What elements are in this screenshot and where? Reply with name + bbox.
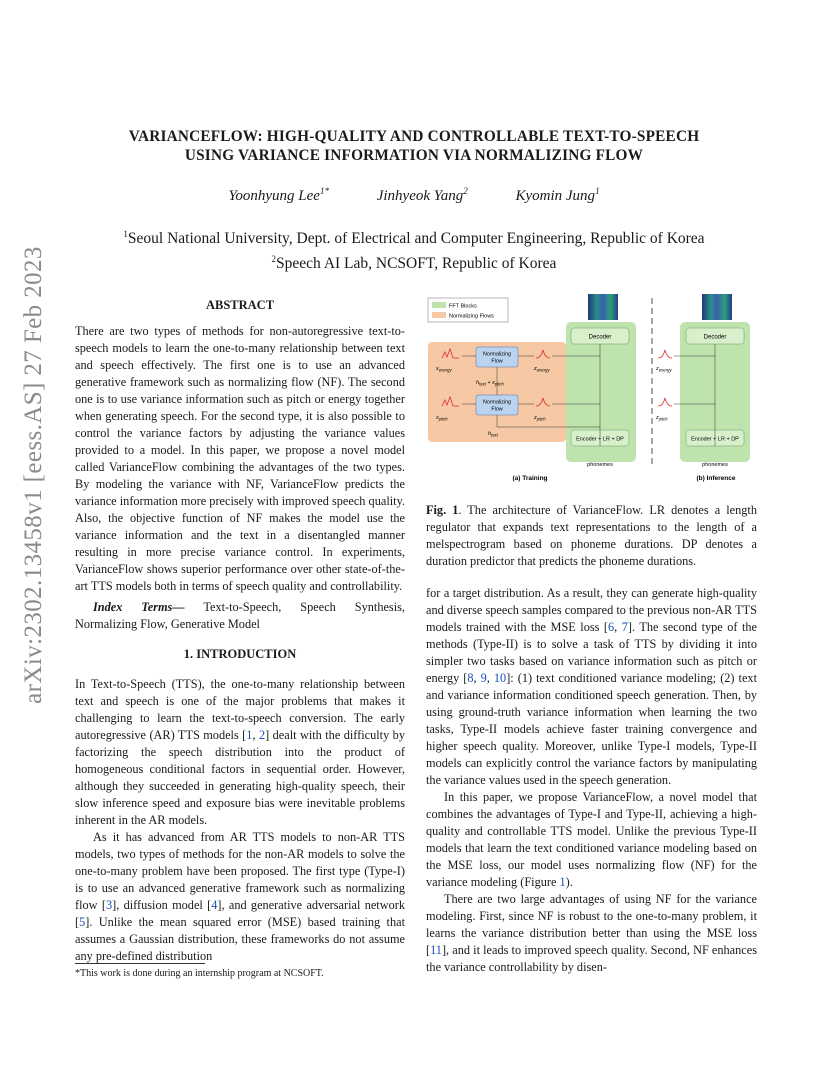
training-label: (a) Training — [512, 475, 548, 482]
decoder-label-inference: Decoder — [703, 334, 727, 341]
arxiv-id: arXiv:2302.13458v1 [eess.AS] 27 Feb 2023 — [20, 246, 47, 704]
svg-text:Normalizing: Normalizing — [483, 351, 511, 358]
author-1 — [228, 188, 329, 204]
affiliation-2-sup: 2 — [271, 254, 277, 265]
citation-link[interactable]: 8 — [467, 671, 474, 685]
affiliation-1 — [70, 224, 758, 249]
encoder-label-inference: Encoder + LR + DP — [691, 436, 739, 443]
citation-link[interactable]: 11 — [430, 943, 442, 957]
svg-text:xpitch: $x_{pitch}$ — [436, 415, 448, 422]
abstract-text: There are two types of methods for non-autoregressive text-to-speech models to learn the one-to-many relationship between text and speech effectively. The first one is to use an advanced generative framework such as normalizing flow (NF). The second one is to use variance information such as pitch or energy together when generating speech. For the second type, it is also possible to control the variance factors by adjusting the variance values provided to a model. In this paper, we propose a novel model called VarianceFlow combining the advantages of the two types. By modeling the variance with NF, VarianceFlow predicts the variance information more precisely with improved speech quality. Also, the objective function of NF makes the model use the variance information and the text in a disentangled manner resulting in more precise variance control. In experiments, VarianceFlow shows superior performance over other state-of-the-art TTS models both in terms of speech quality and controllability. — [75, 324, 405, 593]
abstract-heading: ABSTRACT — [205, 298, 275, 312]
svg-text:htext: $h_{text}$ — [488, 431, 498, 438]
citation-link[interactable]: 3 — [105, 898, 113, 912]
figure-caption — [426, 502, 757, 570]
legend-swatch-fft — [432, 302, 446, 308]
footnote-rule — [75, 963, 205, 964]
svg-text:Flow: Flow — [491, 406, 503, 413]
author-3-name: Kyomin Jung — [515, 188, 596, 204]
right-p2: In this paper, we propose VarianceFlow, a novel model that combines the advantages of Type-I and Type-II, achieving a high-quality and controllable TTS model. Unlike the previous Type-II models that learn the text conditioned variance modeling based on the MSE loss, our model uses normalizing flow (NF) for the variance modeling (Figure 1). — [426, 790, 757, 889]
citation-link[interactable]: 5 — [79, 915, 86, 929]
svg-text:zpitch: $z_{pitch}$ — [656, 415, 668, 422]
citation-link[interactable]: 4 — [211, 898, 218, 912]
legend-swatch-nf — [432, 312, 446, 318]
right-column — [426, 585, 757, 976]
intro-p1: In Text-to-Speech (TTS), the one-to-many relationship between text and speech is one of the major problems that makes it challenging to learn the text-to-speech conversion. The early autoregressive (AR) TTS models [1, 2] dealt with the difficulty by factorizing the speech distribution into the product of homogeneous conditional factors in sequential order. However, although they succeeded in generating high-quality speech, their slow inference speed and exposure bias were inevitable problems inherent in the AR models. — [75, 677, 405, 827]
affiliation-2 — [70, 249, 758, 274]
footnote: *This work is done during an internship program at NCSOFT. — [75, 968, 324, 979]
affiliation-1-sup: 1 — [123, 229, 128, 239]
citation-link[interactable]: 10 — [493, 671, 507, 685]
intro-p2: As it has advanced from AR TTS models to non-AR TTS models, two types of methods for the non-AR models to solve the one-to-many problem have been proposed. The first type (Type-I) is to use an advanced generative framework such as normalizing flow [3], diffusion model [4], and generative adversarial network [5]. Unlike the mean squared error (MSE) based training that assumes a Gaussian distribution, these frameworks do not assume any pre-defined distribution — [75, 830, 405, 963]
phonemes-label-inference: phonemes — [702, 462, 728, 468]
svg-text:zenergy: $z_{energy}$ — [656, 366, 672, 373]
decoder-label: Decoder — [588, 334, 612, 341]
authors — [70, 186, 758, 205]
author-1-sup: 1* — [319, 186, 329, 196]
melspectrogram-inference — [702, 294, 732, 320]
author-1-name: Yoonhyung Lee — [228, 188, 320, 204]
right-p1: for a target distribution. As a result, they can generate high-quality and diverse speech samples compared to the previous non-AR TTS models trained with the MSE loss [6, 7]. The second type of the methods (Type-II) is to solve a task of TTS by dividing it into simpler two tasks based on variance information such as pitch or energy [8, 9, 10]: (1) text conditioned variance modeling; (2) text and variance information conditioned speech generation. Then, by using ground-truth variance information when learning the two tasks, Type-II models achieve faster training convergence and higher speech quality. Moreover, unlike Type-I models, Type-II models can explicitly control the variance factors by manipulating the variance values used in the speech generation. — [426, 586, 757, 787]
svg-text:xenergy: $x_{energy}$ — [436, 366, 452, 373]
caption-text: . The architecture of VarianceFlow. LR denotes a length regulator that expands text representations to the length of a melspectrogram based on phoneme durations. DP denotes a duration predictor that predicts the phoneme durations. — [426, 503, 757, 568]
citation-link[interactable]: 7 — [621, 620, 628, 634]
author-2 — [377, 188, 468, 204]
svg-text:Flow: Flow — [491, 358, 503, 365]
index-terms-text: Text-to-Speech, Speech Synthesis, Normalizing Flow, Generative Model — [75, 600, 405, 631]
caption-label: Fig. 1 — [426, 503, 459, 517]
inference-label: (b) Inference — [696, 475, 736, 482]
svg-text:htext + xpitch: $h_{text} + x_{pitch}$ — [476, 380, 504, 387]
svg-text:Normalizing: Normalizing — [483, 399, 511, 406]
citation-link[interactable]: 1 — [246, 728, 253, 742]
citation-link[interactable]: 9 — [480, 671, 487, 685]
author-2-sup: 2 — [463, 186, 468, 196]
paper-title — [70, 127, 758, 165]
legend-fft: FFT Blocks — [449, 303, 477, 310]
legend-nf: Normalizing Flows — [449, 313, 494, 320]
affiliation-2-text: Speech AI Lab, NCSOFT, Republic of Korea — [276, 255, 557, 273]
left-column — [75, 297, 405, 965]
encoder-label: Encoder + LR + DP — [576, 436, 624, 443]
affiliations — [70, 224, 758, 274]
citation-link[interactable]: 2 — [258, 728, 266, 742]
index-terms-label: Index Terms— — [93, 600, 185, 614]
intro-heading: 1. INTRODUCTION — [183, 647, 297, 661]
author-3-sup: 1 — [595, 186, 600, 196]
architecture-figure — [426, 292, 757, 492]
phonemes-label: phonemes — [587, 462, 613, 468]
citation-link[interactable]: 6 — [608, 620, 615, 634]
affiliation-1-text: Seoul National University, Dept. of Electrical and Computer Engineering, Republic of Korea — [127, 230, 705, 248]
index-terms — [75, 599, 405, 633]
author-2-name: Jinhyeok Yang — [376, 188, 464, 204]
right-p3: There are two large advantages of using NF for the variance modeling. First, since NF is robust to the one-to-many problem, it learns the variance distribution better than using the MSE loss [11], and it leads to improved speech quality. Second, NF enhances the variance controllability by disen- — [426, 892, 757, 974]
melspectrogram — [588, 294, 618, 320]
author-3 — [515, 188, 599, 204]
arxiv-stamp — [14, 246, 54, 704]
figure-link[interactable]: 1 — [559, 875, 566, 889]
svg-text:zpitch: $z_{pitch}$ — [534, 415, 546, 422]
title-line-2: USING VARIANCE INFORMATION VIA NORMALIZING FLOW — [184, 147, 644, 164]
title-line-1: VARIANCEFLOW: HIGH-QUALITY AND CONTROLLABLE TEXT-TO-SPEECH — [128, 128, 700, 145]
svg-text:zenergy: $z_{energy}$ — [534, 366, 550, 373]
